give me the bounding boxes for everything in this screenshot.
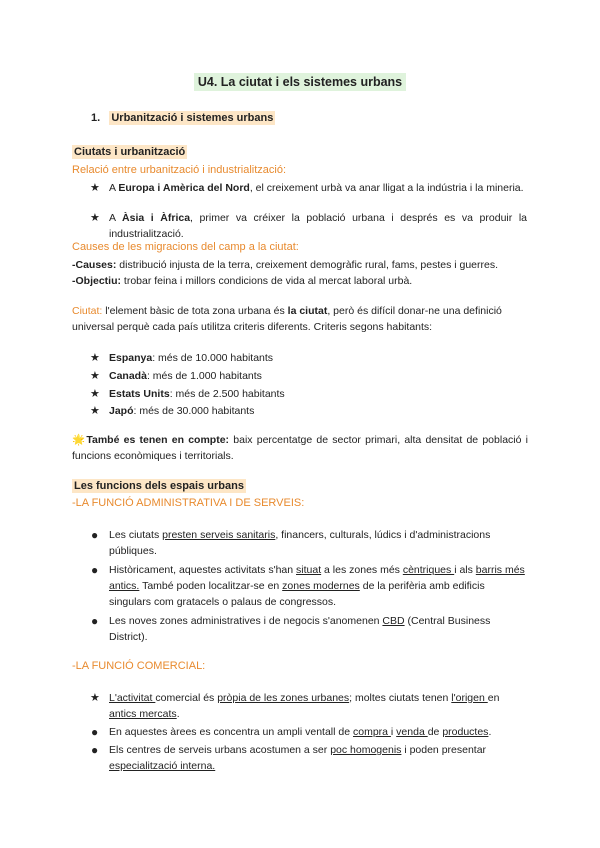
star-icon: ★ [90,405,100,417]
bullet-icon: ● [91,614,99,628]
list-item: Els centres de serveis urbans acostumen a ser poc homogenis i poden presentar especialització interna. [109,744,487,772]
list-item: A Europa i Amèrica del Nord, el creixement urbà va anar lligat a la indústria i la mineria. [109,182,524,194]
list-item: Les ciutats presten serveis sanitaris, financers, culturals, lúdics i d'administracions públiques. [109,529,491,557]
list-item: Japó: més de 30.000 habitants [109,405,255,417]
star-icon: ★ [90,388,100,400]
star-emoji-icon: 🌟 [72,434,87,446]
funcions-heading: Les funcions dels espais urbans [74,480,244,492]
star-icon: ★ [90,182,100,194]
objectiu-text: -Objectiu: trobar feina i millors condicions de vida al mercat laboral urbà. [72,275,413,287]
page-title: U4. La ciutat i els sistemes urbans [0,73,600,91]
section-heading: 1. Urbanització i sistemes urbans [91,112,274,124]
admin-label: -LA FUNCIÓ ADMINISTRATIVA I DE SERVEIS: [72,497,305,509]
list-item: Estats Units: més de 2.500 habitants [109,388,285,400]
causes-text: -Causes: distribució injusta de la terra, creixement demogràfic rural, fams, pestes i guerres. [72,259,499,271]
bullet-icon: ● [91,563,99,577]
list-item: Canadà: més de 1.000 habitants [109,370,262,382]
list-item: En aquestes àrees es concentra un ampli ventall de compra i venda de productes. [109,726,492,738]
star-icon: ★ [90,692,100,704]
bullet-icon: ● [91,528,99,542]
list-item: L'activitat comercial és pròpia de les zones urbanes; moltes ciutats tenen l'origen en antics mercats. [109,692,500,720]
ciutats-heading: Ciutats i urbanització [74,146,186,158]
star-icon: ★ [90,352,100,364]
list-item: Espanya: més de 10.000 habitants [109,352,274,364]
relacio-label: Relació entre urbanització i industrialització: [72,164,286,176]
bullet-icon: ● [91,743,99,757]
list-item: Històricament, aquestes activitats s'han situat a les zones més cèntriques i als barris més antics. També poden localitzar-se en zones modernes de la perifèria amb edificis singulars com gratacels o palaus de congressos. [109,564,525,608]
ciutat-definition: Ciutat: l'element bàsic de tota zona urbana és la ciutat, però és difícil donar-ne una definició universal perquè cada país utilitza criteris diferents. Criteris segons habitants: [72,305,502,333]
list-item: Les noves zones administratives i de negocis s'anomenen CBD (Central Business District). [109,615,491,643]
list-item: A Àsia i Àfrica, primer va créixer la població urbana i després es va produir la industrialització. [109,212,527,240]
causes-label: Causes de les migracions del camp a la ciutat: [72,241,299,253]
star-icon: ★ [90,370,100,382]
star-icon: ★ [90,212,100,224]
bullet-icon: ● [91,725,99,739]
tambe-text: 🌟També es tenen en compte: baix percentatge de sector primari, alta densitat de població i funcions econòmiques i territorials. [72,434,528,462]
comercial-label: -LA FUNCIÓ COMERCIAL: [72,660,206,672]
